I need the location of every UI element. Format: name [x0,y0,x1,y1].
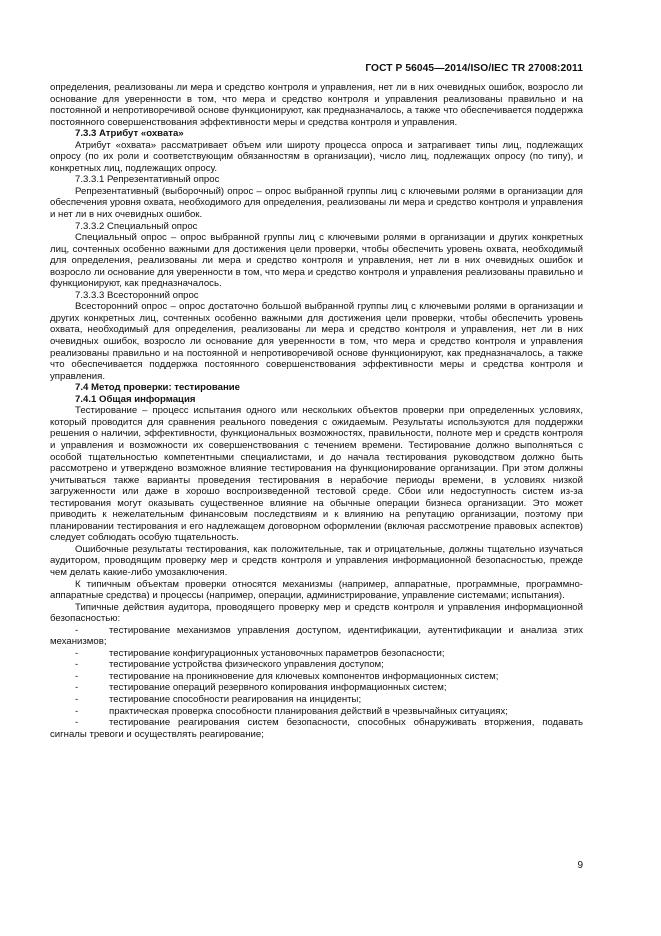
bullet-dash: - [75,647,79,659]
paragraph: Всесторонний опрос – опрос достаточно большой выбранной группы лиц с ключевыми ролями в организации и других конкретных лиц, сочтенных особенно важными для достижения цели проверки, чтобы обеспечить уровень охвата, необходимый для определения, реализованы ли мера и средство контроля и управления, нет ли в них очевидных ошибок, возросло ли основание для уверенности в том, что мера и средство контроля и управления реализованы правильно и на постоянной и непротиворечивой основе функционируют, как предназначалось, а также что обеспечивается поддержка постоянного совершенствования эффективности меры и средства контроля и управления. [50,301,583,382]
list-item [50,659,583,671]
bullet-dash: - [75,682,79,694]
document-body [50,82,583,740]
bullet-dash: - [75,670,79,682]
paragraph: Тестирование – процесс испытания одного или нескольких объектов проверки при определенных условиях, который проводится для сравнения реального поведения с ожидаемым. Результаты используются для поддержки решения о наличии, эффективности, функциональных возможностях, правильности, полноте мер и средств контроля и управления и возможности их совершенствования с течением времени. Тестирование должно выполняться с особой тщательностью компетентными специалистами, и до начала тестирования руководством должно быть рассмотрено и утверждено возможное влияние тестирования на функционирование организации. При этом должны учитываться также варианты проведения тестирования в нерабочие периоды времени, в условиях низкой загруженности или даже в хорошо воспроизведенной тестовой среде. Сбои или недоступность систем из-за тестирования могут оказывать существенное влияние на обычные операции бизнеса организации. Это может приводить к нежелательным финансовым последствиям и к влиянию на репутацию организации, поэтому при планировании тестирования и его надлежащем договорном оформлении (включая рассмотрение правовых аспектов) следует соблюдать особую тщательность. [50,405,583,544]
paragraph: Ошибочные результаты тестирования, как положительные, так и отрицательные, должны тщательно изучаться аудитором, проводящим проверку мер и средств контроля и управления информационной безопасностью, прежде чем делать какие-либо умозаключения. [50,543,583,578]
list-item-text: тестирование способности реагирования на инциденты; [109,693,362,705]
paragraph: определения, реализованы ли мера и средство контроля и управления, нет ли в них очевидных ошибок, возросло ли основание для уверенности в том, что мера и средство контроля и управления реализованы правильно и на постоянной и непротиворечивой основе функционируют, как предназначалось, а также что обеспечивается поддержка постоянного совершенствования эффективности меры и средства контроля и управления. [50,82,583,128]
paragraph: Атрибут «охвата» рассматривает объем или широту процесса опроса и затрагивает типы лиц, подлежащих опросу (по их роли и соответствующим обязанностям в организации), число лиц, подлежащих опросу (по типу), и конкретных лиц, подлежащих опросу. [50,139,583,174]
paragraph: Репрезентативный (выборочный) опрос – опрос выбранной группы лиц с ключевыми ролями в организации для обеспечения уровня охвата, необходимого для определения, реализованы ли мера и средство контроля и управления и нет ли в них очевидных ошибок. [50,185,583,221]
section-heading: 7.3.3 Атрибут «охвата» [75,128,184,140]
subsection-heading: 7.3.3.3 Всесторонний опрос [75,289,199,301]
section-heading: 7.4.1 Общая информация [75,393,196,405]
list-item-text: тестирование устройства физического управления доступом; [109,659,384,671]
list-item-text: практическая проверка способности планирования действий в чрезвычайных ситуациях; [109,705,508,717]
list-item-text: тестирование механизмов управления доступом, идентификации, аутентификации и анализа этих механизмов; [50,624,583,648]
list-item [50,682,583,694]
bullet-dash: - [75,624,79,636]
bullet-dash: - [75,693,79,705]
paragraph: Типичные действия аудитора, проводящего проверку мер и средств контроля и управления информационной безопасностью: [50,601,583,625]
subsection-heading: 7.3.3.1 Репрезентативный опрос [75,174,220,186]
paragraph: Специальный опрос – опрос выбранной группы лиц с ключевыми ролями в организации и других конкретных лиц, сочтенных особенно важными для достижения цели проверки, чтобы обеспечить уровень охвата, необходимый для определения, реализованы ли мера и средство контроля и управления, нет ли в них очевидных ошибок и возросло ли основание для уверенности в том, что мера и средство контроля и управления реализованы правильно и функционируют, как предназначалось. [50,232,583,290]
section-heading: 7.4 Метод проверки: тестирование [75,382,240,394]
document-header: ГОСТ Р 56045—2014/ISO/IEC TR 27008:2011 [365,63,583,74]
list-item [50,625,583,648]
list-item-text: тестирование конфигурационных установочных параметров безопасности; [109,647,445,659]
paragraph: К типичным объектам проверки относятся механизмы (например, аппаратные, программные, программно-аппаратные средства) и процессы (например, операции, администрирование, управление системами; испытания). [50,578,583,602]
subsection-heading: 7.3.3.2 Специальный опрос [75,220,198,232]
list-item [50,694,583,706]
bullet-dash: - [75,705,79,717]
list-item [50,648,583,660]
bullet-dash: - [75,659,79,671]
list-item-text: тестирование операций резервного копирования информационных систем; [109,682,447,694]
page-number: 9 [577,860,583,871]
list-item-text: тестирование на проникновение для ключевых компонентов информационных систем; [109,670,499,682]
list-item [50,671,583,683]
list-item [50,706,583,718]
bullet-dash: - [75,717,79,729]
list-item [50,717,583,740]
list-item-text: тестирование реагирования систем безопасности, способных обнаруживать вторжения, подавать сигналы тревоги и осуществлять реагирование; [50,717,583,740]
